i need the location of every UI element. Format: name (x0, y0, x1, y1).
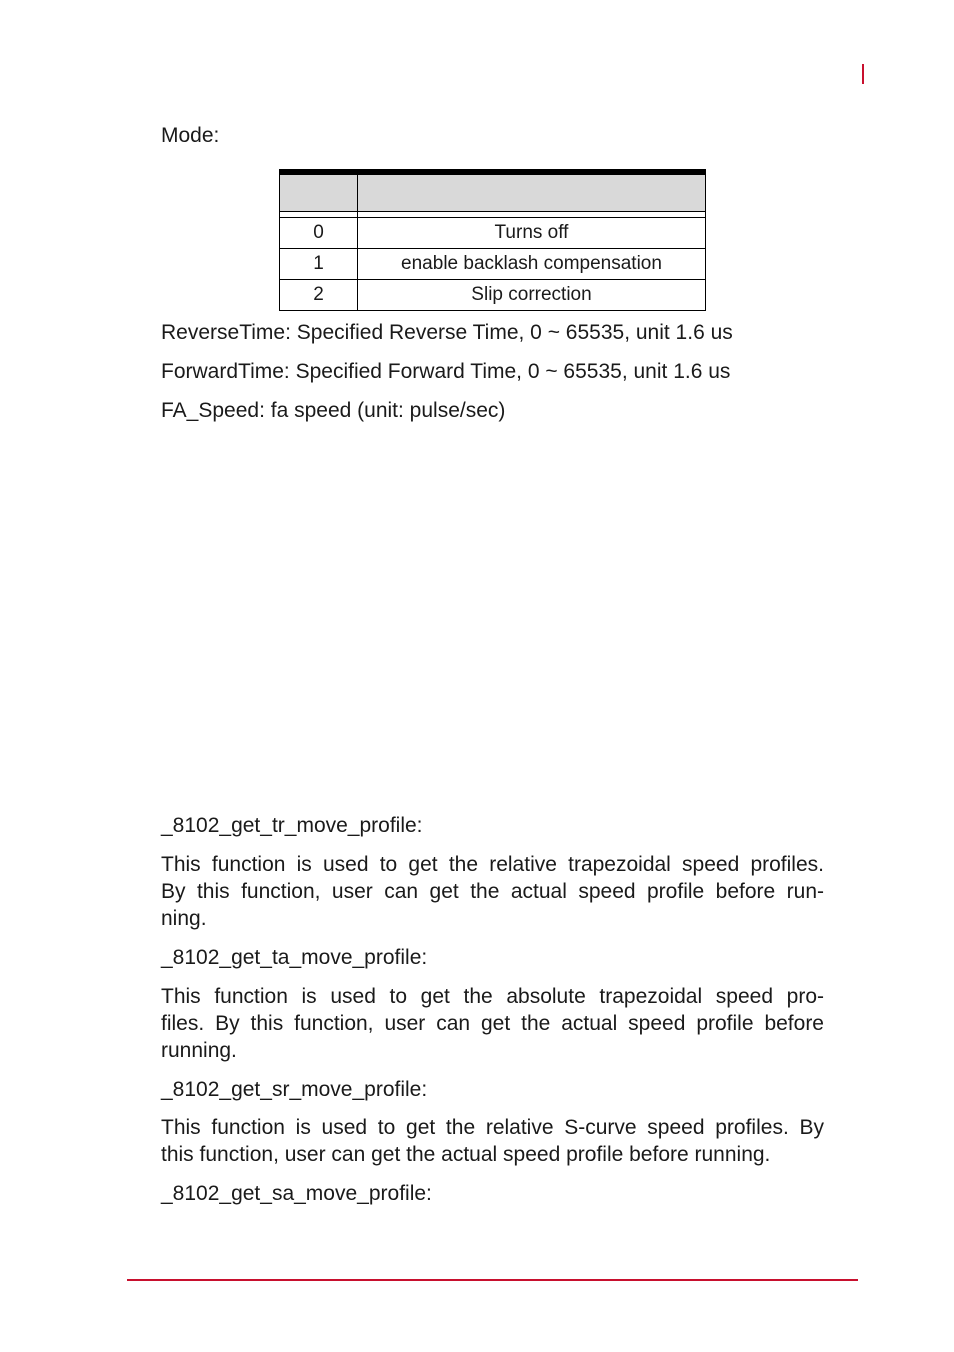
function-name: _8102_get_sr_move_profile: (161, 1078, 428, 1101)
mode-label: Mode: (161, 124, 220, 147)
function-name: _8102_get_ta_move_profile: (161, 946, 428, 969)
function-name: _8102_get_tr_move_profile: (161, 814, 423, 837)
description-line: By this function, user can get the actual speed profile before run- (161, 880, 824, 903)
reverse-time-param: ReverseTime: Specified Reverse Time, 0 ~ 65535, unit 1.6 us (161, 321, 733, 344)
table-row (280, 218, 706, 249)
table-header-value (280, 172, 358, 212)
footer-rule (127, 1279, 858, 1281)
table-row (280, 249, 706, 280)
fa-speed-param: FA_Speed: fa speed (unit: pulse/sec) (161, 399, 506, 422)
table-cell-description: Turns off (358, 218, 706, 249)
description-line: this function, user can get the actual speed profile before running. (161, 1143, 771, 1166)
table-header-description (358, 172, 706, 212)
table-cell-value: 2 (280, 280, 358, 311)
table-cell-value: 0 (280, 218, 358, 249)
header-marker (862, 64, 864, 84)
function-description (161, 983, 824, 1064)
description-line: running. (161, 1039, 237, 1062)
forward-time-param: ForwardTime: Specified Forward Time, 0 ~ 65535, unit 1.6 us (161, 360, 731, 383)
description-line: This function is used to get the relative trapezoidal speed profiles. (161, 853, 824, 876)
description-line: This function is used to get the absolute trapezoidal speed pro- (161, 985, 824, 1008)
function-description (161, 1114, 824, 1168)
table-cell-description: Slip correction (358, 280, 706, 311)
function-description (161, 851, 824, 932)
table-cell-description: enable backlash compensation (358, 249, 706, 280)
table-header-row (280, 172, 706, 212)
description-line: This function is used to get the relative S-curve speed profiles. By (161, 1116, 824, 1139)
function-name: _8102_get_sa_move_profile: (161, 1182, 432, 1205)
table-row (280, 280, 706, 311)
description-line: files. By this function, user can get the actual speed profile before (161, 1012, 824, 1035)
description-line: ning. (161, 907, 207, 930)
table-cell-value: 1 (280, 249, 358, 280)
mode-table (279, 169, 706, 311)
